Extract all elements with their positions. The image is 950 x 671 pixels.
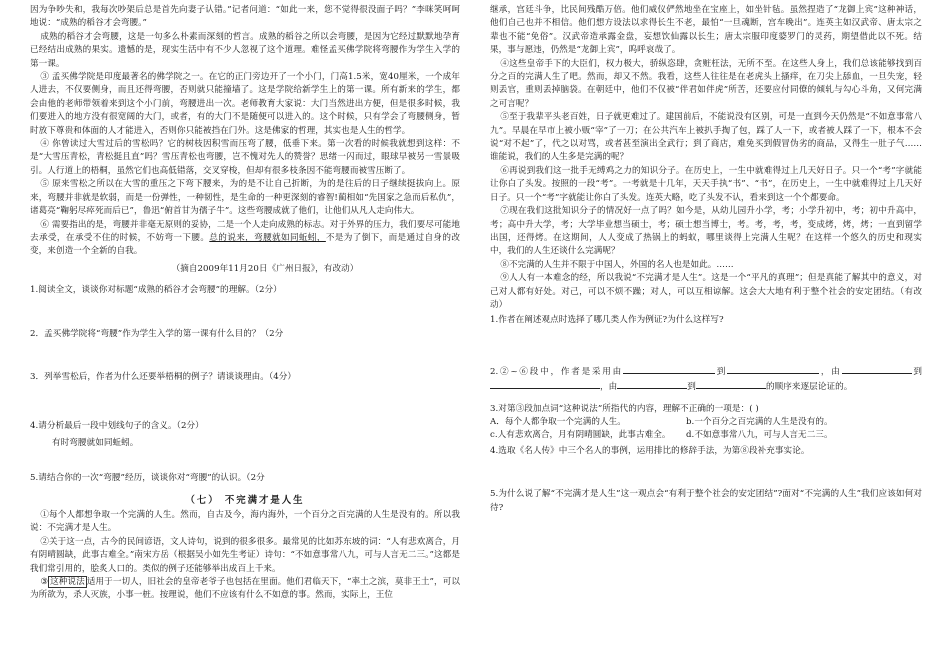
paragraph: ②关于这一点，古今的民间谚语，文人诗句，说到的很多很多。最常见的比如苏东坡的词：“人有悲欢离合，月有阴晴圆缺，此事古难全。”南宋方岳（根据吴小如先生考证）诗句：“不如意事常八九，可与人言无二三。”这都是我们常引用的，脍炙人口的。类似的例子还能够举出成百上千来。 [30, 536, 460, 574]
boxed-phrase: 这种说法 [50, 577, 85, 587]
paragraph: ④这些皇帝手下的大臣们，权力极大，骄纵恣肆，贪赃枉法，无所不至。在这些人身上，我们总该能够找到百分之百的完满人生了吧。然而，却又不然。我看，这些人往往是在老虎头上搔痒，在刀尖上舔血，一旦失宠，轻则丢官，重则丢掉脑袋。在朝廷中，他们不仅被“伴君如伴虎”所苦，还要应付同僚的倾轧与勾心斗角，又何完满之可言呢？ [490, 58, 922, 109]
left-column [30, 4, 460, 666]
option-d: d.不如意事常八九，可与人言无二三。 [686, 430, 833, 441]
paragraph-text: ⑥ 需要指出的是，弯腰并非毫无原则的妥协，二是一个人走向成熟的标志。对于外界的压力，我们要尽可能地去承受，在承受不住的时候，不妨弯一下腰。 [30, 219, 460, 243]
question-4: 4.选取《名人传》中三个名人的事例，运用排比的修辞手法，为第⑧段补充事实论。 [490, 445, 810, 456]
question-2-text: 到 [715, 366, 728, 377]
underlined-sentence: 总的说来，弯腰就如同蚯蚓， [209, 232, 326, 243]
question-2-text: 2.②~⑥段中，作者是采用由 [490, 366, 624, 377]
question-2 [490, 364, 922, 395]
option-c: c.人有悲欢离合，月有阴晴圆缺，此事古难全。 [490, 430, 671, 441]
paragraph: ⑦现在我们这批知识分子的情况好一点了吗？如今是，从幼儿园升小学，考；小学升初中，考；初中升高中，考；高中升大学，考；大学毕业想当硕士，考；硕士想当博士，考。考，考，考，变成烤，烤，烤；一直到留学出国，还得烤。在这期间，人人变成了热锅上的蚂蚁，哪里谈得上完满人生呢？在这样一个悠久的历史和现实中，我们的人生还谈什么完满呢？ [490, 206, 922, 257]
option-b: b.一个百分之百完满的人生是没有的。 [686, 416, 833, 427]
paragraph: 继承，宫廷斗争，比民间残酷万倍。他们威仪俨然地坐在宝座上，如坐针毡。虽然捏造了“龙御上宾”这种神话，他们自己也并不相信。他们想方设法以求得长生不老，最怕“一旦魂断，宫车晚出”。连英主如汉武帝、唐太宗之辈也不能“免俗”。汉武帝造承露金盘，妄想饮仙露以长生；唐太宗服印度婆罗门的灵药，期望借此以不死。结果，事与愿违，仍然是“龙御上宾”，呜呼哀哉了。 [490, 5, 922, 56]
paragraph: ①每个人都想争取一个完满的人生。然而，自古及今，海内海外，一个百分之百完满的人生是没有的。所以我说：不完满才是人生。 [30, 509, 460, 534]
question-2-text: 的顺序来逐层论证的。 [765, 382, 853, 393]
answer-blank[interactable] [623, 364, 715, 374]
answer-blank[interactable] [727, 364, 819, 374]
section-title: （七） 不完满才是人生 [185, 494, 305, 506]
paragraph: ④ 你曾读过大雪过后的雪松吗？它的树枝因积雪而压弯了腰，低垂下来。第一次看的时候我就想到这样：不是“大雪压青松，青松挺且直”吗？雪压青松也弯腰，岂不愧对先人的赞誉？思绪一闪而过，眼球早被另一雪景吸引。人行道上的梧桐，虽然它们也高低错落，交叉穿梭，但却有很多枝条因不能弯腰而被雪压断了。 [30, 139, 460, 176]
question-3: 3．列举雪松后，作者为什么还要举梧桐的例子？请谈谈理由。（4分） [30, 371, 297, 382]
answer-blank[interactable] [696, 379, 766, 389]
options-row [490, 416, 922, 429]
paragraph: ⑥再说到我们这一批手无缚鸡之力的知识分子。在历史上，一生中就难得过上几天好日子。只一个“考”字就能让你白了头发。按照的一段“考”。一考就是十几年，天天手执“书”、“书”，在历史上，一生中就难得过上几天好日子。只一个“考”字就能让你白了头发。连英大略，吃了头发不认，看来到这一个个都要命。 [490, 165, 922, 203]
paragraph: 因为争吵失和，我每次吵架后总是首先向妻子认错。”记者问道：“如此一来，您不觉得很没面子吗？”李咪笑呵呵地说：“成熟的稻谷才会弯腰。” [30, 5, 460, 29]
question-2-text: 到 [911, 366, 922, 377]
paragraph [30, 219, 460, 259]
question-2-text: ，由 [600, 382, 618, 393]
paragraph-text: 不是为了倒下，而是通过自身的改变，来创造一个全新的自我。 [30, 232, 460, 257]
question-5: 5.为什么说了解“不完满才是人生”这一观点会“有利于整个社会的安定团结”?面对“不完满的人生”我们应该如何对待? [490, 489, 922, 513]
answer-blank[interactable] [617, 379, 687, 389]
paragraph-text: 适用于一切人，旧社会的皇帝老爷子也包括在里面。他们君临天下，“率土之滨，莫非王土”，可以为所欲为，杀人灭族，小事一桩。按理说，他们不应该有什么不如意的事。然而，实际上，王位 [30, 577, 460, 601]
answer-blank[interactable] [842, 364, 912, 374]
paragraph [30, 576, 460, 603]
question-4-answer: 有时弯腰就如同蚯蚓。 [52, 437, 139, 448]
question-2: 2．孟买佛学院将“弯腰”作为学生入学的第一课有什么目的？（2分 [30, 328, 284, 339]
question-2-text: ，由 [819, 366, 842, 377]
question-3: 3.对第③段加点词“这种说法”所指代的内容，理解不正确的一项是：( ) [490, 403, 759, 414]
answer-blank[interactable] [490, 379, 600, 389]
question-2-text: 到 [687, 382, 696, 393]
paragraph: ⑤ 原来雪松之所以在大雪的重压之下弯下腰来，为的是不让自己折断，为的是往后的日子继续挺拔向上。原来，弯腰并非就是软弱，而是一份弹性，一种韧性，是生命的一种更深刻的睿智!蔺相如“先国家之急而后私仇”，诸葛亮“鞠躬尽瘁死而后已”，鲁迅“俯首甘为孺子牛”。这些弯腰成就了他们，让他们从凡人走向伟大。 [30, 179, 460, 217]
question-1: 1.作者在阐述观点时选择了哪几类人作为例证?为什么这样写? [490, 315, 724, 326]
right-column [490, 4, 922, 666]
question-5: 5.请结合你的一次“弯腰”经历，谈谈你对“弯腰”的认识。（2分 [30, 473, 265, 484]
paragraph: ③ 孟买佛学院是印度最著名的佛学院之一。在它的正门旁边开了一个小门，门高1.5米，宽40厘米，一个成年人进去，不仅要侧身，而且还得弯腰，否则就只能撞墙了。这是学院给新学生上的第一课。所有新来的学生，都会由他的老师带领着来到这个小门前，弯腰进出一次。老师教育大家说：大门当然进出方便，但是很多时候，我们要进入的地方没有很宽阔的大门，或者，有的大门不是随便可以进入的。这个时候，只有学会了弯腰侧身，暂时放下尊贵和体面的人才能进入，否则你只能被挡在门外。这是佛家的哲理，其实也是人生的哲学。 [30, 72, 460, 136]
source-note: （摘自2009年11月20日《广州日报》，有改动） [171, 263, 359, 274]
question-1: 1.阅读全文，谈谈你对标题“成熟的稻谷才会弯腰”的理解。（2分） [30, 285, 282, 296]
paragraph: ⑨人人有一本难念的经，所以我说“不完满才是人生”。这是一个“平凡的真理”；但是真能了解其中的意义，对己对人都有好处。对己，可以不烦不躁；对人，可以互相谅解。这会大大地有利于整个社会的安定团结。（有改动） [490, 273, 922, 310]
options-row [490, 429, 922, 442]
paragraph-number: ③ [40, 577, 49, 587]
paragraph: 成熟的稻谷才会弯腰，这是一句多么朴素而深刻的哲言。成熟的稻谷之所以会弯腰，是因为它经过默默地孕育已经结出成熟的果实。遗憾的是，现实生活中有不少人忽视了这个道理。难怪孟买佛学院将弯腰作为学生入学的第一课。 [30, 31, 460, 69]
option-a: A．每个人都争取一个完满的人生。 [490, 416, 626, 427]
paragraph: ⑧不完满的人生并不限于中国人，外国的名人也是如此。…… [500, 259, 734, 270]
paragraph: ⑤至于我辈平头老百姓，日子就更难过了。建国前后，不能说没有区别，可是一直到今天仍然是“不如意事常八九”。早晨在早市上被小贩“宰”了一刀；在公共汽车上被扒手掏了包，踩了人一下，或者被人踩了一下，根本不会说“对不起”了，代之以对骂，或者甚至演出全武行；到了商店，难免买到假冒伪劣的商品，又得生一肚子气……谁能说，我们的人生多是完满的呢？ [490, 112, 922, 163]
question-4: 4.请分析最后一段中划线句子的含义。（2分） [30, 421, 204, 432]
